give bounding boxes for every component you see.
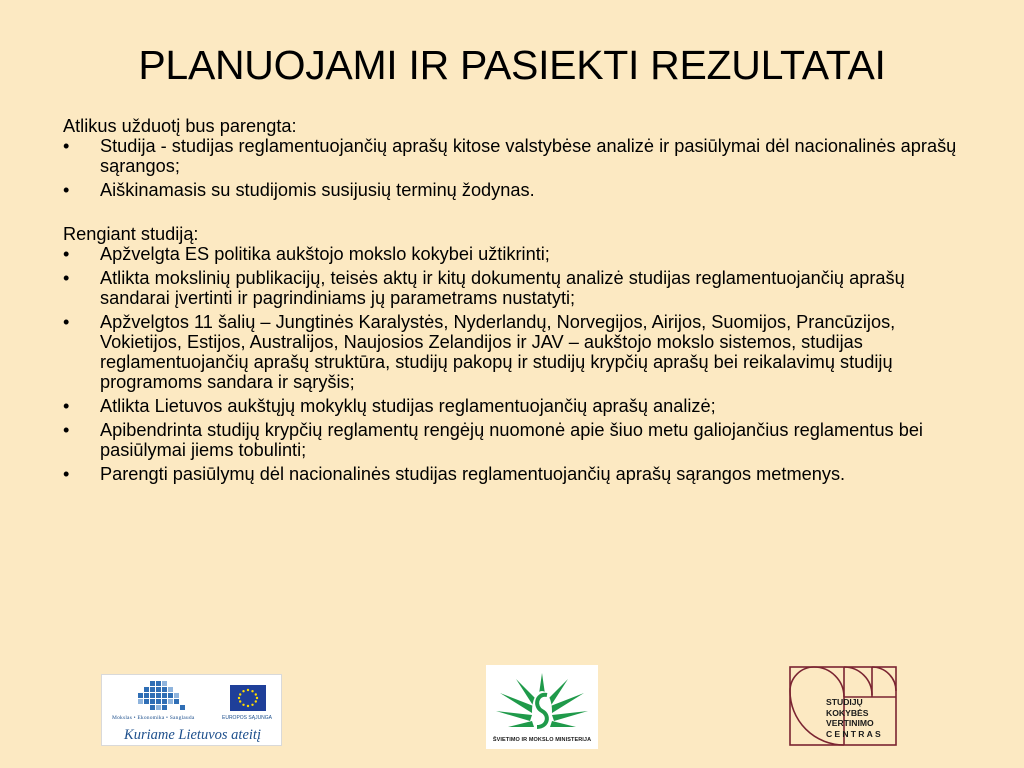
section1-intro: Atlikus užduotį bus parengta: bbox=[63, 116, 297, 136]
esf-slogan: Kuriame Lietuvos ateitį bbox=[124, 727, 261, 743]
list-item bbox=[63, 420, 973, 460]
skvc-line: VERTINIMO bbox=[826, 718, 874, 728]
bullet-icon: • bbox=[63, 312, 70, 332]
bullet-icon: • bbox=[63, 396, 70, 416]
skvc-line: KOKYBĖS bbox=[826, 707, 869, 718]
ministry-emblem-icon bbox=[486, 665, 598, 737]
list-item-text: Parengti pasiūlymų dėl nacionalinės studijas reglamentuojančių aprašų sąrangos metmenys. bbox=[100, 464, 846, 484]
section1-list bbox=[63, 136, 973, 200]
skvc-wordmark bbox=[826, 697, 902, 739]
skvc-line: CENTRAS bbox=[826, 728, 883, 739]
list-item bbox=[63, 396, 973, 416]
bullet-icon: • bbox=[63, 268, 70, 288]
list-item-text: Aiškinamasis su studijomis susijusių terminų žodynas. bbox=[100, 180, 535, 200]
list-item bbox=[63, 244, 973, 264]
eu-flag-icon bbox=[230, 685, 266, 711]
list-item-text: Atlikta Lietuvos aukštųjų mokyklų studijas reglamentuojančių aprašų analizė; bbox=[100, 396, 716, 416]
esf-mosaic-icon bbox=[132, 679, 192, 717]
list-item-text: Apžvelgta ES politika aukštojo mokslo kokybei užtikrinti; bbox=[100, 244, 550, 264]
bullet-icon: • bbox=[63, 180, 70, 200]
eu-caption: EUROPOS SĄJUNGA bbox=[222, 715, 273, 721]
list-item-text: Apžvelgtos 11 šalių – Jungtinės Karalystės, Nyderlandų, Norvegijos, Airijos, Suomijos, Prancūzijos, Vokietijos, Estijos, Australijos, Naujosios Zelandijos ir JAV – aukštojo mokslo sistemos, studijas reglamentuojančių aprašų struktūra, studijų pakopų ir studijų krypčių aprašų bei reikalavimų studijų programoms sandara ir sąryšis; bbox=[100, 312, 896, 392]
spacer bbox=[63, 204, 973, 224]
skvc-line: STUDIJŲ bbox=[826, 697, 863, 707]
slide-title: PLANUOJAMI IR PASIEKTI REZULTATAI bbox=[138, 42, 886, 88]
esf-logo bbox=[101, 674, 282, 746]
list-item-text: Apibendrinta studijų krypčių reglamentų rengėjų nuomonė apie šiuo metu galiojančius reglamentus bei pasiūlymai jiems tobulinti; bbox=[100, 420, 923, 460]
esf-caption: Mokslas • Ekonomika • Sanglauda bbox=[112, 715, 195, 721]
ministry-logo bbox=[486, 665, 598, 749]
list-item bbox=[63, 312, 973, 392]
ministry-caption: ŠVIETIMO IR MOKSLO MINISTERIJA bbox=[492, 737, 592, 743]
skvc-logo bbox=[784, 663, 902, 751]
bullet-icon: • bbox=[63, 420, 70, 440]
section2-list bbox=[63, 244, 973, 484]
list-item bbox=[63, 464, 973, 484]
list-item-text: Studija - studijas reglamentuojančių aprašų kitose valstybėse analizė ir pasiūlymai dėl nacionalinės aprašų sąrangos; bbox=[100, 136, 957, 176]
list-item bbox=[63, 180, 973, 200]
bullet-icon: • bbox=[63, 136, 70, 156]
bullet-icon: • bbox=[63, 244, 70, 264]
list-item bbox=[63, 136, 973, 176]
list-item bbox=[63, 268, 973, 308]
list-item-text: Atlikta mokslinių publikacijų, teisės aktų ir kitų dokumentų analizė studijas reglamentuojančių aprašų sandarai įvertinti ir pagrindiniams jų parametrams nustatyti; bbox=[100, 268, 905, 308]
section2-intro: Rengiant studiją: bbox=[63, 224, 199, 244]
slide-body bbox=[63, 116, 973, 488]
bullet-icon: • bbox=[63, 464, 70, 484]
